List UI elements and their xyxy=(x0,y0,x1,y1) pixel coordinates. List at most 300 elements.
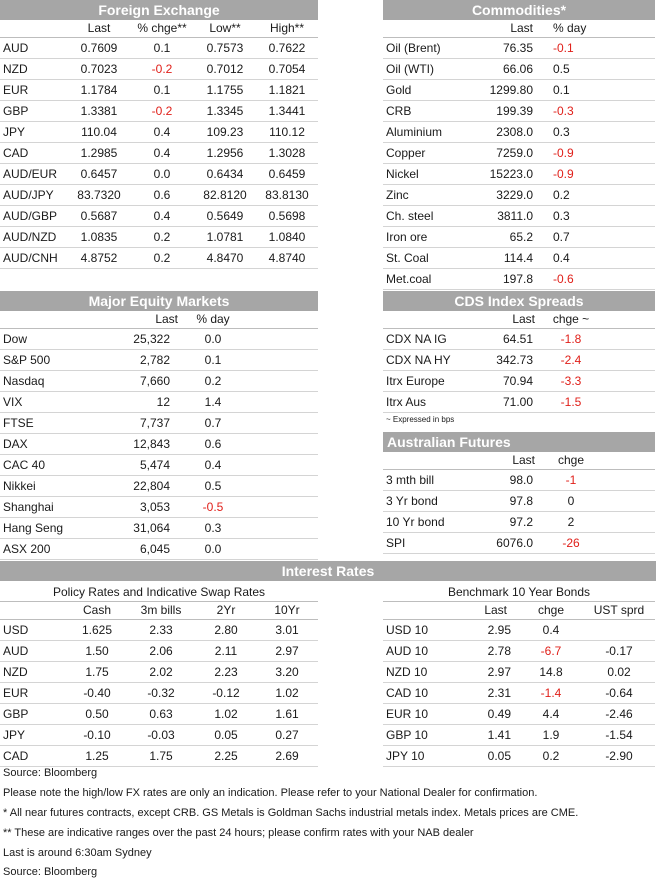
table-row xyxy=(383,80,655,101)
fx-header-last: Last xyxy=(68,20,130,38)
row-value: 7259.0 xyxy=(465,143,541,164)
table-row xyxy=(0,248,318,269)
futures-header-spacer xyxy=(601,452,655,470)
row-label: Hang Seng xyxy=(0,518,120,539)
row-value: -3.3 xyxy=(541,371,601,392)
commodities-header-last: Last xyxy=(465,20,541,38)
row-spacer xyxy=(248,329,318,350)
policy-body xyxy=(0,620,318,767)
policy-header-cash: Cash xyxy=(68,602,126,620)
row-value: 110.04 xyxy=(68,122,130,143)
row-label: Itrx Aus xyxy=(383,392,465,413)
row-value: -2.90 xyxy=(583,746,655,767)
equity-title: Major Equity Markets xyxy=(0,291,318,311)
row-label: GBP 10 xyxy=(383,725,455,746)
row-value: 2.69 xyxy=(256,746,318,767)
row-value: 31,064 xyxy=(120,518,178,539)
row-value: 1.0835 xyxy=(68,227,130,248)
row-value: 0.5687 xyxy=(68,206,130,227)
row-value: 0.0 xyxy=(178,329,248,350)
row-spacer xyxy=(248,518,318,539)
table-row xyxy=(0,227,318,248)
row-label: Nickel xyxy=(383,164,465,185)
row-label: CAC 40 xyxy=(0,455,120,476)
row-value: 2 xyxy=(541,512,601,533)
row-value: 2.23 xyxy=(196,662,256,683)
row-value: 0.5649 xyxy=(194,206,256,227)
row-label: ASX 200 xyxy=(0,539,120,560)
row-value: 65.2 xyxy=(465,227,541,248)
row-spacer xyxy=(601,329,655,350)
row-label: AUD/EUR xyxy=(0,164,68,185)
row-label: Copper xyxy=(383,143,465,164)
row-value: 2.02 xyxy=(126,662,196,683)
row-label: NZD xyxy=(0,662,68,683)
cds-panel xyxy=(383,291,655,427)
table-row xyxy=(0,329,318,350)
row-value: 2.31 xyxy=(455,683,519,704)
row-label: AUD xyxy=(0,38,68,59)
row-value: 0.7 xyxy=(541,227,655,248)
row-label: Dow xyxy=(0,329,120,350)
row-value: -0.17 xyxy=(583,641,655,662)
row-value: 22,804 xyxy=(120,476,178,497)
row-label: 10 Yr bond xyxy=(383,512,465,533)
row-value: 1.2985 xyxy=(68,143,130,164)
row-value: -1.54 xyxy=(583,725,655,746)
fx-header-chge: % chge** xyxy=(130,20,194,38)
row-value: 71.00 xyxy=(465,392,541,413)
equity-header-label xyxy=(0,311,120,329)
row-label: Gold xyxy=(383,80,465,101)
row-label: Met.coal xyxy=(383,269,465,290)
row-label: USD 10 xyxy=(383,620,455,641)
table-row xyxy=(383,248,655,269)
table-row xyxy=(383,164,655,185)
row-value: 0.1 xyxy=(541,80,655,101)
row-value: 0.1 xyxy=(178,350,248,371)
row-label: Ch. steel xyxy=(383,206,465,227)
table-row xyxy=(0,518,318,539)
row-value: 4.4 xyxy=(519,704,583,725)
row-label: GBP xyxy=(0,704,68,725)
table-row xyxy=(0,683,318,704)
table-row xyxy=(0,122,318,143)
row-label: AUD 10 xyxy=(383,641,455,662)
row-value: 1.4 xyxy=(178,392,248,413)
row-value: 1.75 xyxy=(126,746,196,767)
row-spacer xyxy=(601,470,655,491)
row-value: 1.3028 xyxy=(256,143,318,164)
fx-header-low: Low** xyxy=(194,20,256,38)
commodities-title: Commodities* xyxy=(383,0,655,20)
table-row xyxy=(0,371,318,392)
row-value: 1.2956 xyxy=(194,143,256,164)
row-label: AUD/NZD xyxy=(0,227,68,248)
row-value: 7,737 xyxy=(120,413,178,434)
row-value: -0.6 xyxy=(541,269,655,290)
table-row xyxy=(383,185,655,206)
row-value: 0.5 xyxy=(178,476,248,497)
row-label: CDX NA IG xyxy=(383,329,465,350)
row-spacer xyxy=(248,371,318,392)
row-value: 1.9 xyxy=(519,725,583,746)
row-value: 1.25 xyxy=(68,746,126,767)
fx-table xyxy=(0,20,318,269)
table-row xyxy=(383,746,655,767)
row-spacer xyxy=(601,533,655,554)
row-value: 199.39 xyxy=(465,101,541,122)
row-label: Itrx Europe xyxy=(383,371,465,392)
row-value: 0.5698 xyxy=(256,206,318,227)
table-row xyxy=(0,434,318,455)
row-value: 0.1 xyxy=(130,38,194,59)
row-value: 25,322 xyxy=(120,329,178,350)
futures-body xyxy=(383,470,655,554)
table-row xyxy=(383,533,655,554)
table-row xyxy=(383,620,655,641)
row-value: 0.7023 xyxy=(68,59,130,80)
futures-table xyxy=(383,452,655,554)
row-value: 1.0781 xyxy=(194,227,256,248)
row-label: Nasdaq xyxy=(0,371,120,392)
row-spacer xyxy=(601,371,655,392)
row-value: -1.4 xyxy=(519,683,583,704)
equity-header-last: Last xyxy=(120,311,178,329)
row-value: 0.6457 xyxy=(68,164,130,185)
row-label: CAD xyxy=(0,143,68,164)
row-value: 0.2 xyxy=(130,227,194,248)
table-row xyxy=(383,227,655,248)
bonds-header-chge: chge xyxy=(519,602,583,620)
row-value: 76.35 xyxy=(465,38,541,59)
row-value: 1.1784 xyxy=(68,80,130,101)
row-label: NZD xyxy=(0,59,68,80)
row-value: -0.03 xyxy=(126,725,196,746)
row-spacer xyxy=(601,392,655,413)
row-value: -0.32 xyxy=(126,683,196,704)
table-row xyxy=(383,470,655,491)
row-value: 0.3 xyxy=(178,518,248,539)
row-value: 0.7622 xyxy=(256,38,318,59)
table-row xyxy=(383,704,655,725)
cds-title: CDS Index Spreads xyxy=(383,291,655,311)
row-label: AUD xyxy=(0,641,68,662)
row-label: NZD 10 xyxy=(383,662,455,683)
row-spacer xyxy=(248,413,318,434)
row-spacer xyxy=(248,455,318,476)
table-row xyxy=(0,620,318,641)
cds-table xyxy=(383,311,655,413)
row-value: 6,045 xyxy=(120,539,178,560)
table-row xyxy=(0,101,318,122)
row-spacer xyxy=(248,434,318,455)
row-value: 83.7320 xyxy=(68,185,130,206)
table-row xyxy=(0,350,318,371)
policy-panel xyxy=(0,583,318,767)
row-value: 14.8 xyxy=(519,662,583,683)
row-value: 2.97 xyxy=(455,662,519,683)
table-row xyxy=(383,683,655,704)
row-value: 1.02 xyxy=(256,683,318,704)
row-value: 0.3 xyxy=(541,206,655,227)
row-label: St. Coal xyxy=(383,248,465,269)
row-value: 0.50 xyxy=(68,704,126,725)
equity-header-day: % day xyxy=(178,311,248,329)
cds-header-spacer xyxy=(601,311,655,329)
row-label: CRB xyxy=(383,101,465,122)
row-value: -0.10 xyxy=(68,725,126,746)
row-label: JPY xyxy=(0,122,68,143)
row-value: 0.4 xyxy=(130,122,194,143)
row-value: 0.2 xyxy=(130,248,194,269)
row-label: 3 Yr bond xyxy=(383,491,465,512)
row-value: -0.12 xyxy=(196,683,256,704)
row-spacer xyxy=(601,512,655,533)
table-row xyxy=(0,704,318,725)
table-row xyxy=(0,725,318,746)
row-value: 83.8130 xyxy=(256,185,318,206)
row-value: -0.2 xyxy=(130,101,194,122)
row-value: 2.06 xyxy=(126,641,196,662)
table-row xyxy=(383,641,655,662)
row-value: 0.2 xyxy=(178,371,248,392)
table-row xyxy=(383,350,655,371)
row-spacer xyxy=(248,476,318,497)
row-value: 4.8470 xyxy=(194,248,256,269)
row-value: 7,660 xyxy=(120,371,178,392)
row-value: 0.3 xyxy=(541,122,655,143)
row-label: Zinc xyxy=(383,185,465,206)
row-value: 1.0840 xyxy=(256,227,318,248)
row-value: 1.3381 xyxy=(68,101,130,122)
row-label: EUR xyxy=(0,683,68,704)
table-row xyxy=(383,206,655,227)
row-label: EUR xyxy=(0,80,68,101)
row-value: 1.50 xyxy=(68,641,126,662)
row-label: SPI xyxy=(383,533,465,554)
cds-note: ~ Expressed in bps xyxy=(386,415,455,424)
row-value: 4.8740 xyxy=(256,248,318,269)
commodities-panel xyxy=(383,0,655,290)
fx-header-label xyxy=(0,20,68,38)
futures-header-label xyxy=(383,452,465,470)
row-value: 12,843 xyxy=(120,434,178,455)
table-row xyxy=(0,164,318,185)
row-value: -0.5 xyxy=(178,497,248,518)
row-value: 0 xyxy=(541,491,601,512)
table-row xyxy=(383,662,655,683)
row-value: 97.2 xyxy=(465,512,541,533)
row-value: -0.64 xyxy=(583,683,655,704)
row-value: 0.7 xyxy=(178,413,248,434)
row-label: JPY 10 xyxy=(383,746,455,767)
row-value: 0.0 xyxy=(130,164,194,185)
policy-header-10yr: 10Yr xyxy=(256,602,318,620)
row-value: -0.9 xyxy=(541,143,655,164)
table-row xyxy=(0,80,318,101)
row-value: -0.9 xyxy=(541,164,655,185)
equity-table xyxy=(0,311,318,560)
row-label: Nikkei xyxy=(0,476,120,497)
row-value: 1.625 xyxy=(68,620,126,641)
row-label: AUD/GBP xyxy=(0,206,68,227)
equity-body xyxy=(0,329,318,560)
row-value: -2.46 xyxy=(583,704,655,725)
table-row xyxy=(383,59,655,80)
footnote-futures: * All near futures contracts, except CRB. GS Metals is Goldman Sachs industrial metals index. Metals prices are CME. xyxy=(3,807,579,819)
row-label: GBP xyxy=(0,101,68,122)
table-row xyxy=(0,455,318,476)
policy-header-2yr: 2Yr xyxy=(196,602,256,620)
row-value: 1.3441 xyxy=(256,101,318,122)
row-label: JPY xyxy=(0,725,68,746)
row-value: 3811.0 xyxy=(465,206,541,227)
row-value: 3,053 xyxy=(120,497,178,518)
table-row xyxy=(0,38,318,59)
row-value: 0.02 xyxy=(583,662,655,683)
futures-title: Australian Futures xyxy=(383,432,655,452)
table-row xyxy=(0,662,318,683)
cds-header-last: Last xyxy=(465,311,541,329)
row-spacer xyxy=(601,491,655,512)
row-value: 0.27 xyxy=(256,725,318,746)
row-label: EUR 10 xyxy=(383,704,455,725)
fx-body xyxy=(0,38,318,269)
row-value: 0.6 xyxy=(130,185,194,206)
table-row xyxy=(0,206,318,227)
footnote-fx: Please note the high/low FX rates are only an indication. Please refer to your National Dealer for confirmation. xyxy=(3,787,538,799)
row-value: 97.8 xyxy=(465,491,541,512)
table-row xyxy=(383,122,655,143)
row-value: 3.01 xyxy=(256,620,318,641)
row-value: -1 xyxy=(541,470,601,491)
futures-header-chge: chge xyxy=(541,452,601,470)
row-label: DAX xyxy=(0,434,120,455)
table-row xyxy=(0,59,318,80)
row-value: 2.33 xyxy=(126,620,196,641)
cds-header-label xyxy=(383,311,465,329)
row-label: Shanghai xyxy=(0,497,120,518)
row-value xyxy=(583,620,655,641)
row-label: CAD xyxy=(0,746,68,767)
row-value: 0.6434 xyxy=(194,164,256,185)
row-value: 70.94 xyxy=(465,371,541,392)
row-spacer xyxy=(601,350,655,371)
row-value: 6076.0 xyxy=(465,533,541,554)
row-label: USD xyxy=(0,620,68,641)
policy-table xyxy=(0,602,318,767)
row-value: 3.20 xyxy=(256,662,318,683)
table-row xyxy=(383,101,655,122)
row-spacer xyxy=(248,539,318,560)
row-value: 0.7609 xyxy=(68,38,130,59)
table-row xyxy=(0,392,318,413)
row-value: -2.4 xyxy=(541,350,601,371)
table-row xyxy=(383,392,655,413)
bonds-panel xyxy=(383,583,655,767)
commodities-table xyxy=(383,20,655,290)
bonds-header-ust: UST sprd xyxy=(583,602,655,620)
table-row xyxy=(383,329,655,350)
row-value: 0.6 xyxy=(178,434,248,455)
row-value: 0.05 xyxy=(455,746,519,767)
footnote-ranges: ** These are indicative ranges over the past 24 hours; please confirm rates with your NAB dealer xyxy=(3,827,474,839)
row-value: 4.8752 xyxy=(68,248,130,269)
row-spacer xyxy=(248,350,318,371)
footnote-source: Source: Bloomberg xyxy=(3,767,98,779)
policy-header-label xyxy=(0,602,68,620)
row-value: -1.8 xyxy=(541,329,601,350)
row-value: 2.25 xyxy=(196,746,256,767)
table-row xyxy=(0,641,318,662)
row-value: 1.61 xyxy=(256,704,318,725)
row-value: 1299.80 xyxy=(465,80,541,101)
row-label: Oil (Brent) xyxy=(383,38,465,59)
bonds-title: Benchmark 10 Year Bonds xyxy=(383,583,655,602)
fx-panel xyxy=(0,0,318,269)
bonds-table xyxy=(383,602,655,767)
row-label: CAD 10 xyxy=(383,683,455,704)
row-value: 110.12 xyxy=(256,122,318,143)
row-value: -6.7 xyxy=(519,641,583,662)
row-value: 98.0 xyxy=(465,470,541,491)
row-value: -26 xyxy=(541,533,601,554)
row-value: 12 xyxy=(120,392,178,413)
row-value: 109.23 xyxy=(194,122,256,143)
table-row xyxy=(383,143,655,164)
row-value: 3229.0 xyxy=(465,185,541,206)
row-spacer xyxy=(248,497,318,518)
table-row xyxy=(0,476,318,497)
cds-header-chge: chge ~ xyxy=(541,311,601,329)
row-value: 2.95 xyxy=(455,620,519,641)
table-row xyxy=(383,371,655,392)
row-value: 114.4 xyxy=(465,248,541,269)
row-value: -1.5 xyxy=(541,392,601,413)
row-value: 0.05 xyxy=(196,725,256,746)
row-value: 2.11 xyxy=(196,641,256,662)
row-value: 2308.0 xyxy=(465,122,541,143)
row-value: 0.4 xyxy=(130,206,194,227)
row-label: FTSE xyxy=(0,413,120,434)
fx-header-high: High** xyxy=(256,20,318,38)
equity-header-spacer xyxy=(248,311,318,329)
row-value: 2.97 xyxy=(256,641,318,662)
table-row xyxy=(383,512,655,533)
table-row xyxy=(0,185,318,206)
row-value: 15223.0 xyxy=(465,164,541,185)
bonds-body xyxy=(383,620,655,767)
row-label: AUD/JPY xyxy=(0,185,68,206)
row-label: VIX xyxy=(0,392,120,413)
row-spacer xyxy=(248,392,318,413)
row-value: 1.1821 xyxy=(256,80,318,101)
row-value: 0.6459 xyxy=(256,164,318,185)
row-value: 1.41 xyxy=(455,725,519,746)
row-value: 5,474 xyxy=(120,455,178,476)
row-value: -0.3 xyxy=(541,101,655,122)
row-value: 0.5 xyxy=(541,59,655,80)
row-value: 66.06 xyxy=(465,59,541,80)
row-value: 0.4 xyxy=(519,620,583,641)
interest-banner xyxy=(0,561,656,581)
table-row xyxy=(383,725,655,746)
bonds-header-last: Last xyxy=(455,602,519,620)
row-value: 0.49 xyxy=(455,704,519,725)
row-label: AUD/CNH xyxy=(0,248,68,269)
table-row xyxy=(383,269,655,290)
